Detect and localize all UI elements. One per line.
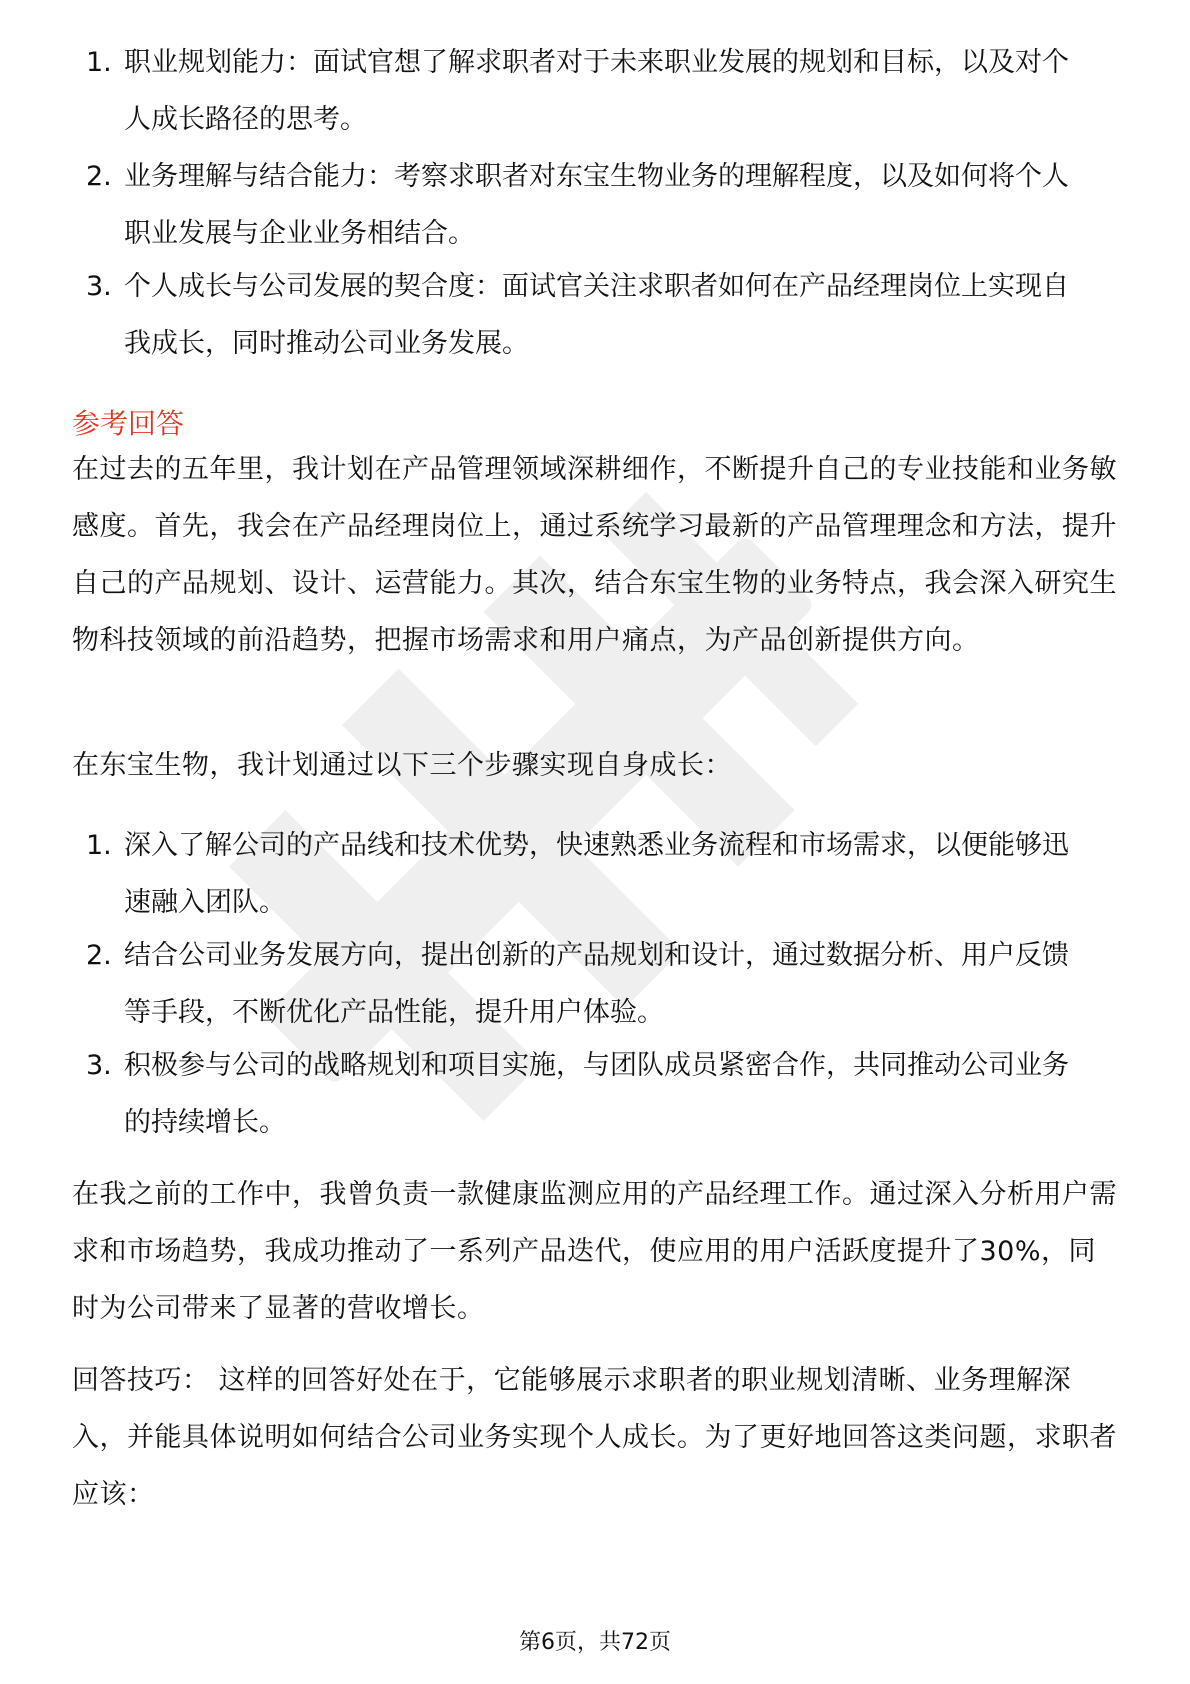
top-list — [0, 34, 1190, 372]
steps-intro-paragraph: 在东宝生物，我计划通过以下三个步骤实现自身成长： — [72, 750, 732, 781]
list-item — [0, 817, 1190, 927]
list-number: 2. — [86, 940, 112, 971]
list-number: 3. — [86, 271, 112, 302]
list-text: 积极参与公司的战略规划和项目实施，与团队成员紧密合作，共同推动公司业务的持续增长。 — [124, 1050, 1069, 1138]
list-item — [0, 148, 1190, 258]
experience-paragraph: 在我之前的工作中，我曾负责一款健康监测应用的产品经理工作。通过深入分析用户需求和市场趋势，我成功推动了一系列产品迭代，使应用的用户活跃度提升了30%，同时为公司带来了显著的营收增长。 — [72, 1179, 1117, 1324]
section-heading: 参考回答 — [72, 407, 185, 440]
steps-list — [0, 817, 1190, 1151]
list-text: 个人成长与公司发展的契合度：面试官关注求职者如何在产品经理岗位上实现自我成长，同时推动公司业务发展。 — [124, 271, 1069, 359]
list-item — [0, 1037, 1190, 1151]
list-number: 1. — [86, 47, 112, 78]
list-text: 结合公司业务发展方向，提出创新的产品规划和设计，通过数据分析、用户反馈等手段，不断优化产品性能，提升用户体验。 — [124, 940, 1069, 1028]
list-text: 业务理解与结合能力：考察求职者对东宝生物业务的理解程度，以及如何将个人职业发展与企业业务相结合。 — [124, 161, 1069, 249]
list-item — [0, 927, 1190, 1037]
list-item — [0, 258, 1190, 372]
answer-paragraph: 在过去的五年里，我计划在产品管理领域深耕细作，不断提升自己的专业技能和业务敏感度。首先，我会在产品经理岗位上，通过系统学习最新的产品管理理念和方法，提升自己的产品规划、设计、运营能力。其次，结合东宝生物的业务特点，我会深入研究生物科技领域的前沿趋势，把握市场需求和用户痛点，为产品创新提供方向。 — [72, 454, 1117, 656]
list-text: 深入了解公司的产品线和技术优势，快速熟悉业务流程和市场需求，以便能够迅速融入团队。 — [124, 830, 1069, 918]
list-number: 1. — [86, 830, 112, 861]
list-number: 3. — [86, 1050, 112, 1081]
list-item — [0, 34, 1190, 148]
tips-paragraph: 回答技巧： 这样的回答好处在于，它能够展示求职者的职业规划清晰、业务理解深入，并能具体说明如何结合公司业务实现个人成长。为了更好地回答这类问题，求职者应该： — [72, 1365, 1117, 1510]
list-number: 2. — [86, 161, 112, 192]
list-text: 职业规划能力：面试官想了解求职者对于未来职业发展的规划和目标，以及对个人成长路径的思考。 — [124, 47, 1069, 135]
page-footer: 第6页，共72页 — [519, 1630, 671, 1655]
